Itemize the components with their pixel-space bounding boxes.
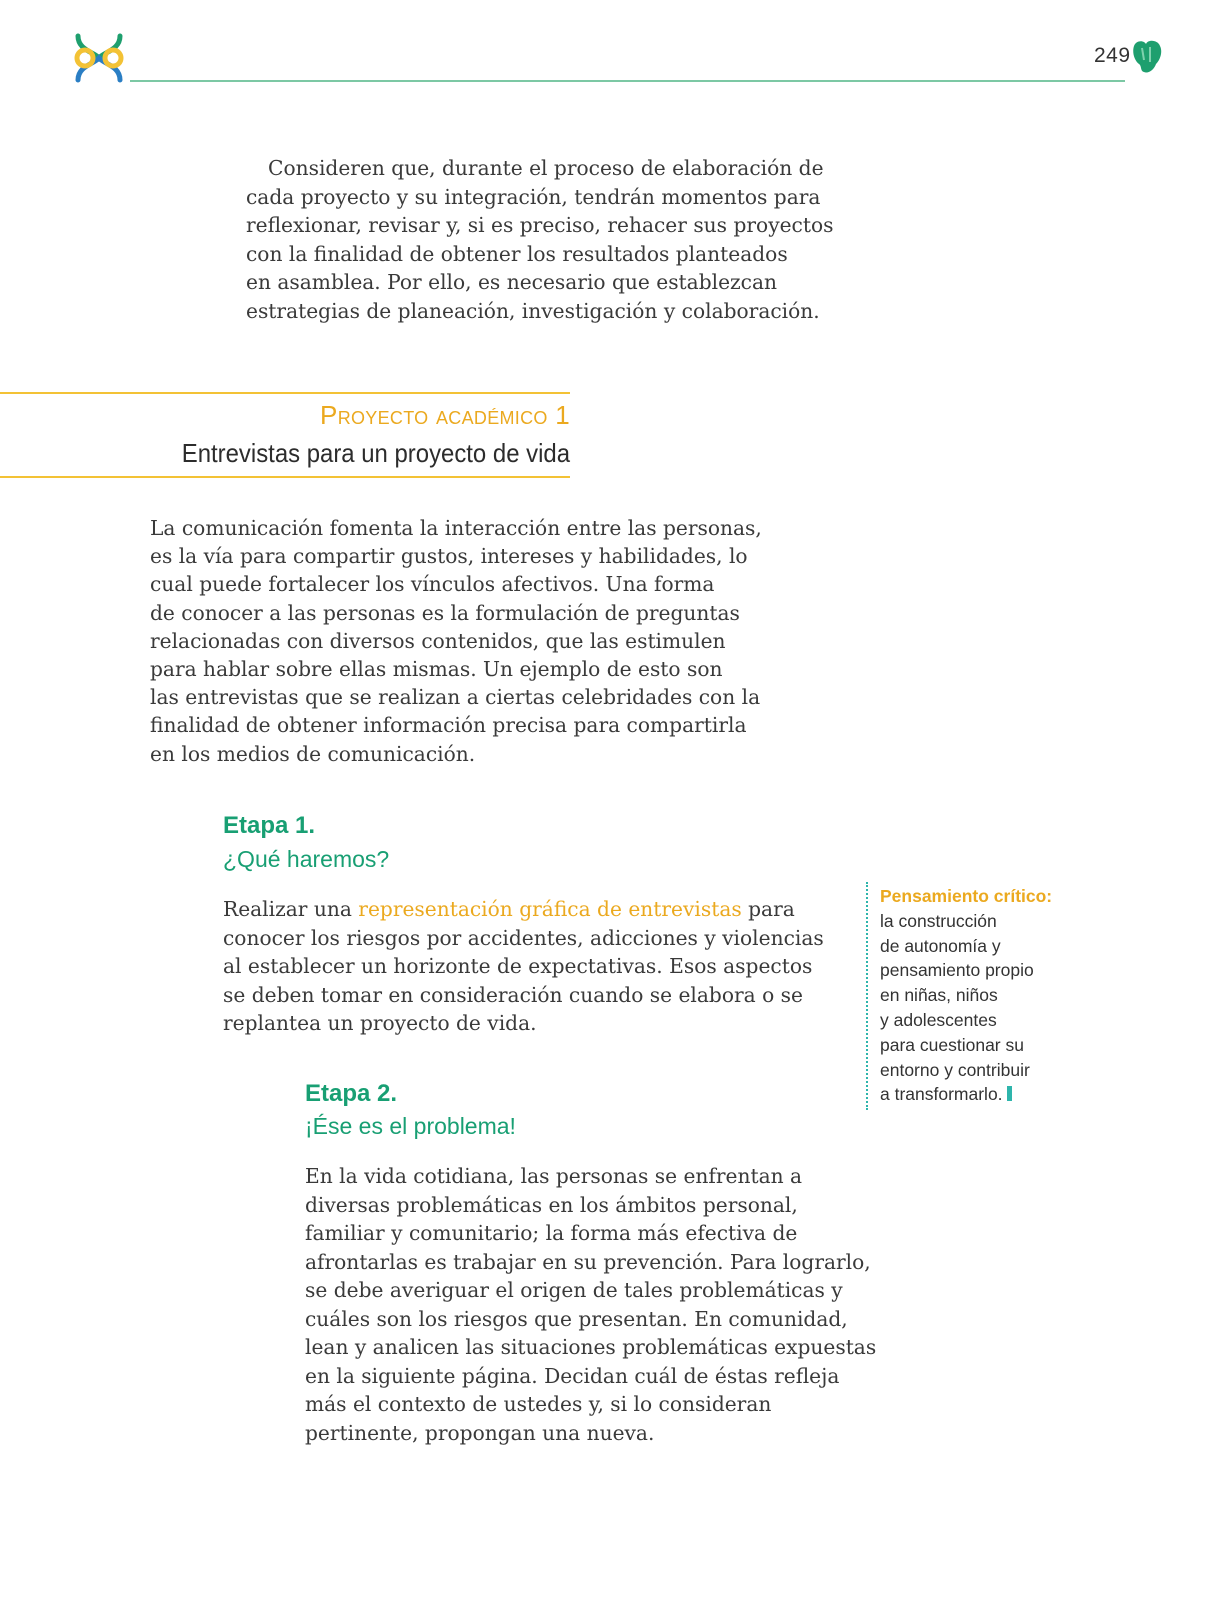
paragraph-line: En la vida cotidiana, las personas se enfrentan a — [305, 1164, 803, 1188]
intro-line: en asamblea. Por ello, es necesario que establezcan — [246, 270, 778, 294]
etapa-2-title: Etapa 2. — [305, 1080, 398, 1107]
sidebar-line: para cuestionar su — [880, 1034, 1024, 1055]
project-label: Proyecto académico 1 — [320, 400, 570, 430]
header-rule — [130, 80, 1125, 82]
green-hand-mark-icon — [1130, 38, 1164, 76]
highlighted-term: representación gráfica de entrevistas — [358, 897, 742, 921]
intro-line: estrategias de planeación, investigación y colaboración. — [246, 298, 820, 323]
sidebar-dotted-rule — [866, 882, 868, 1110]
paragraph-line: para hablar sobre ellas mismas. Un ejemplo de esto son — [150, 657, 723, 682]
etapa-2-subtitle: ¡Ése es el problema! — [305, 1113, 516, 1139]
paragraph-text: para — [741, 897, 795, 921]
paragraph-line: conocer los riesgos por accidentes, adicciones y violencias — [223, 925, 824, 950]
sidebar-line: pensamiento propio — [880, 960, 1034, 981]
etapa-1-subtitle: ¿Qué haremos? — [223, 846, 390, 872]
paragraph-line: en la siguiente página. Decidan cuál de éstas refleja — [305, 1363, 840, 1388]
project-heading-top-rule — [0, 392, 570, 394]
project-title: Entrevistas para un proyecto de vida — [181, 438, 570, 468]
paragraph-line: de conocer a las personas es la formulación de preguntas — [150, 600, 740, 625]
paragraph-line: La comunicación fomenta la interacción entre las personas, — [150, 516, 762, 540]
intro-paragraph — [246, 154, 834, 325]
sidebar-line: la construcción — [880, 910, 997, 931]
intro-line: con la finalidad de obtener los resultados planteados — [246, 241, 788, 266]
etapa-1-paragraph — [223, 895, 824, 1038]
intro-line: reflexionar, revisar y, si es preciso, rehacer sus proyectos — [246, 213, 834, 237]
sidebar-line — [880, 1082, 1110, 1107]
sidebar-line: y adolescentes — [880, 1009, 997, 1030]
paragraph-line: se deben tomar en consideración cuando se elabora o se — [223, 982, 803, 1007]
paragraph-line: diversas problemáticas en los ámbitos personal, — [305, 1192, 798, 1217]
paragraph-line: afrontarlas es trabajar en su prevención. Para lograrlo, — [305, 1249, 871, 1274]
paragraph-line: relacionadas con diversos contenidos, que las estimulen — [150, 628, 726, 653]
paragraph-line: replantea un proyecto de vida. — [223, 1011, 537, 1035]
sidebar-line: entorno y contribuir — [880, 1059, 1030, 1080]
sidebar-glossary-note — [880, 884, 1110, 1107]
paragraph-line: pertinente, propongan una nueva. — [305, 1420, 655, 1445]
paragraph-line: finalidad de obtener información precisa para compartirla — [150, 713, 747, 738]
sidebar-line: en niñas, niños — [880, 985, 998, 1006]
paragraph-line: en los medios de comunicación. — [150, 741, 476, 766]
paragraph-line: al establecer un horizonte de expectativas. Esos aspectos — [223, 954, 813, 978]
paragraph-line: más el contexto de ustedes y, si lo consideran — [305, 1392, 772, 1416]
sidebar-line: de autonomía y — [880, 935, 1001, 956]
sidebar-text: a transformarlo. — [880, 1084, 1003, 1105]
paragraph-line: se debe averiguar el origen de tales problemáticas y — [305, 1278, 843, 1302]
sidebar-heading: Pensamiento crítico: — [880, 886, 1053, 906]
paragraph-line — [223, 895, 795, 924]
intro-line: cada proyecto y su integración, tendrán momentos para — [246, 184, 821, 209]
etapa-1-title: Etapa 1. — [223, 812, 316, 839]
communication-paragraph — [150, 514, 762, 768]
paragraph-line: es la vía para compartir gustos, intereses y habilidades, lo — [150, 544, 748, 569]
page-number: 249 — [1094, 44, 1131, 67]
paragraph-line: las entrevistas que se realizan a ciertas celebridades con la — [150, 685, 761, 710]
paragraph-line: cuáles son los riesgos que presentan. En comunidad, — [305, 1306, 848, 1331]
paragraph-line: lean y analicen las situaciones problemáticas expuestas — [305, 1335, 877, 1359]
project-heading-bottom-rule — [0, 476, 570, 478]
interlocking-rings-logo-icon — [72, 32, 126, 84]
end-marker-icon — [1007, 1086, 1012, 1101]
paragraph-text: Realizar una — [223, 897, 359, 921]
paragraph-line: familiar y comunitario; la forma más efectiva de — [305, 1221, 798, 1245]
paragraph-line: cual puede fortalecer los vínculos afectivos. Una forma — [150, 572, 715, 597]
etapa-2-paragraph — [305, 1162, 877, 1447]
intro-line: Consideren que, durante el proceso de elaboración de — [268, 156, 824, 180]
